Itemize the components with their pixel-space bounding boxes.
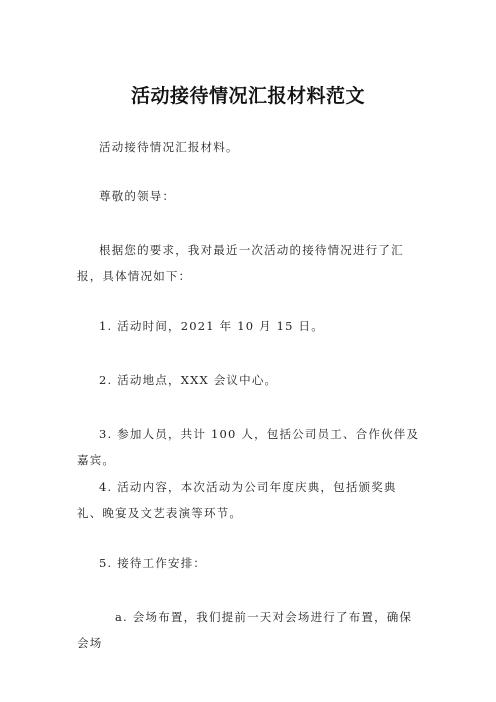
list-item-content: 4. 活动内容，本次活动为公司年度庆典，包括颁奖典礼、晚宴及文艺表演等环节。 [77,480,397,520]
paragraph-summary: 根据您的要求，我对最近一次活动的接待情况进行了汇报，具体情况如下： [77,243,404,283]
paragraph-intro: 活动接待情况汇报材料。 [99,140,239,154]
list-item-time: 1. 活动时间，2021 年 10 月 15 日。 [99,319,324,333]
list-item-attendees: 3. 参加人员，共计 100 人，包括公司员工、合作伙伴及嘉宾。 [77,427,420,467]
paragraph-salutation: 尊敬的领导： [99,189,176,203]
document-title: 活动接待情况汇报材料范文 [130,85,365,107]
list-item-reception: 5. 接待工作安排： [99,556,207,570]
list-item-location: 2. 活动地点，XXX 会议中心。 [99,373,278,387]
sub-item-venue-setup: a. 会场布置，我们提前一天对会场进行了布置，确保会场 [77,610,413,650]
